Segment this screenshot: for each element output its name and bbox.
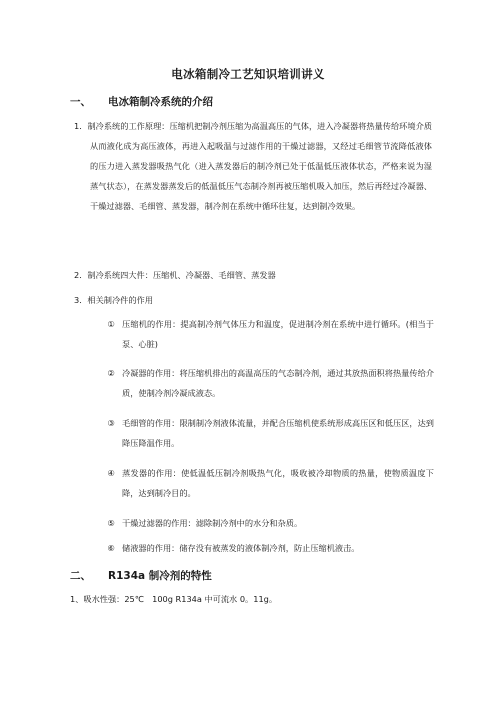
paragraph-1-number: 1． xyxy=(74,121,88,131)
document-title: 电冰箱制冷工艺知识培训讲义 xyxy=(171,67,325,81)
list-item-text: 蒸发器的作用：使低温低压制冷剂吸热气化，吸收被冷却物质的热量，使物质温度下降，达到制冷目的。 xyxy=(122,468,434,498)
paragraph-water-absorption: 1、吸水性强：25℃ 100g R134a 中可流水 0。11g。 xyxy=(70,594,278,604)
section-1-heading xyxy=(70,94,213,109)
section-2-number: 二、 xyxy=(70,570,91,582)
paragraph-working-principle xyxy=(74,116,432,216)
list-item-accumulator xyxy=(104,538,434,558)
list-marker: ⑥ xyxy=(107,543,115,553)
list-item-evaporator xyxy=(104,463,434,503)
list-item-compressor xyxy=(104,314,434,354)
list-marker: ② xyxy=(107,368,115,378)
list-item-text: 干燥过滤器的作用：滤除制冷剂中的水分和杂质。 xyxy=(122,518,303,528)
list-item-dryer-filter xyxy=(104,513,434,533)
list-marker: ③ xyxy=(107,418,115,428)
list-marker: ① xyxy=(107,319,115,329)
paragraph-related-parts: 3．相关制冷件的作用 xyxy=(74,295,153,305)
list-marker: ⑤ xyxy=(107,518,115,528)
section-1-title: 电冰箱制冷系统的介绍 xyxy=(108,96,213,108)
list-item-text: 压缩机的作用：提高制冷剂气体压力和温度，促进制冷剂在系统中进行循环。(相当于泵、心脏) xyxy=(122,319,434,349)
section-2-title: R134a 制冷剂的特性 xyxy=(108,570,212,582)
section-1-number: 一、 xyxy=(70,96,91,108)
paragraph-four-components: 2．制冷系统四大件：压缩机、冷凝器、毛细管、蒸发器 xyxy=(74,270,276,280)
list-marker: ④ xyxy=(107,468,115,478)
list-item-text: 储液器的作用：储存没有被蒸发的液体制冷剂，防止压缩机液击。 xyxy=(122,543,360,553)
list-item-condenser xyxy=(104,363,434,403)
paragraph-1-text: 制冷系统的工作原理：压缩机把制冷剂压缩为高温高压的气体，进入冷凝器将热量传给环境介质从而液化成为高压液体，再进入起吸温与过滤作用的干燥过滤器，又经过毛细管节流降低液体的压力进入蒸发器吸热气化（进入蒸发器后的制冷剂已处于低温低压液体状态，严格来说为湿蒸气状态），在蒸发器蒸发后的低温低压气态制冷剂再被压缩机吸入加压，然后再经过冷凝器、干燥过滤器、毛细管、蒸发器，制冷剂在系统中循环往复，达到制冷效果。 xyxy=(87,121,432,211)
section-2-heading xyxy=(70,568,212,583)
list-item-text: 毛细管的作用：限制制冷剂液体流量，并配合压缩机使系统形成高压区和低压区，达到降压降温作用。 xyxy=(122,418,434,448)
list-item-capillary xyxy=(104,413,434,453)
list-item-text: 冷凝器的作用：将压缩机排出的高温高压的气态制冷剂，通过其放热面积将热量传给介质，使制冷剂冷凝成液态。 xyxy=(122,368,434,398)
